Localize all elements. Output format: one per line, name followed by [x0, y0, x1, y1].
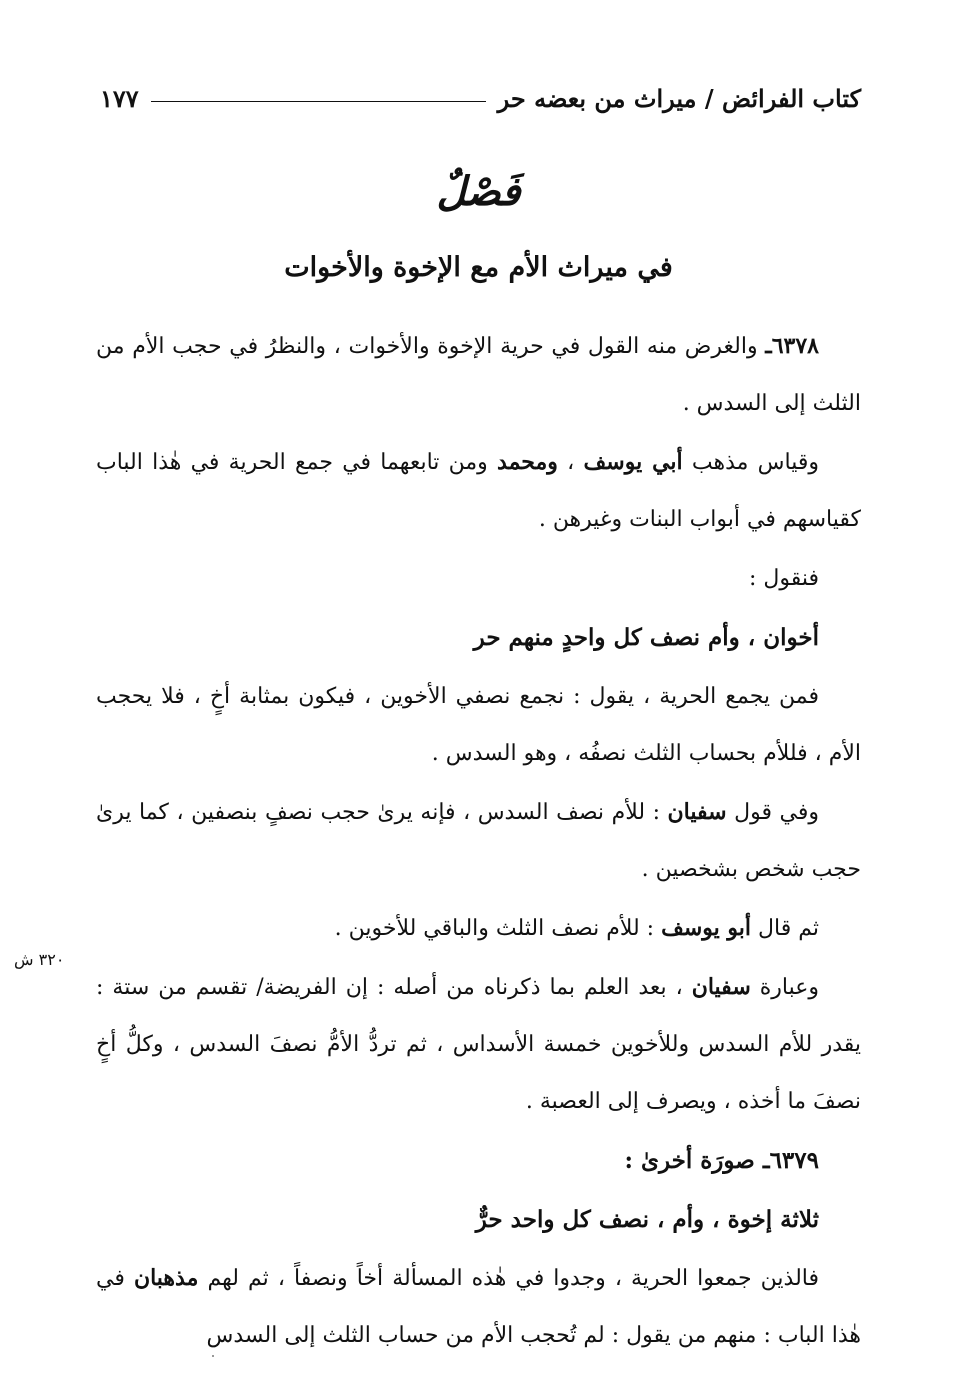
page-number: ١٧٧ — [100, 83, 139, 113]
paragraph-text: فنقول : — [748, 566, 819, 591]
margin-note: ٣٢٠ ش — [14, 950, 65, 969]
paragraph-text: فمن يجمع الحرية ، يقول : نجمع نصفي الأخوين ، فيكون بمثابة أخٍ ، فلا يحجب الأم ، فللأم بحساب الثلث نصفُه ، وهو السدس . — [96, 684, 861, 766]
paragraph-6378 — [96, 318, 861, 432]
paragraph-ibarat-sufyan — [96, 959, 861, 1130]
text-fragment: : للأم نصف الثلث والباقي للأخوين . — [334, 916, 655, 941]
case-statement: أخوان ، وأم نصف كل واحدٍ منهم حر — [473, 624, 819, 651]
case-statement-2: ثلاثة إخوة ، وأم ، نصف كل واحد حرٌّ — [475, 1206, 819, 1233]
text-fragment: ، — [567, 450, 575, 475]
chapter-ornament-heading: فَصْلٌ — [436, 168, 521, 215]
text-fragment: ومن تابعهما في جمع الحرية في هٰذا الباب كقياسهم في أبواب البنات وغيرهن . — [96, 450, 861, 532]
paragraph-fanaqul — [96, 550, 861, 607]
scholar-name: أبو يوسف — [661, 915, 752, 941]
text-fragment: ثم قال — [758, 916, 819, 941]
scholar-name: ومحمد — [497, 449, 558, 475]
issue-6379-heading: ٦٣٧٩ـ صورَة أخرىٰ : — [624, 1147, 819, 1174]
text-fragment: فالذين جمعوا الحرية ، وجدوا في هٰذه المسألة أخاً ونصفاً ، ثم لهم — [207, 1266, 820, 1291]
text-fragment: وعبارة — [759, 975, 819, 1000]
paragraph-alladhina — [96, 1250, 861, 1364]
paragraph-text: والغرض منه القول في حرية الإخوة والأخوات ، والنظرُ في حجب الأم من الثلث إلى السدس . — [96, 334, 861, 416]
text-fragment: : للأم نصف السدس ، فإنه يرىٰ حجب نصفٍ بنصفين ، كما يرىٰ حجب شخص بشخصين . — [96, 800, 861, 882]
bold-term: مذهبان — [133, 1265, 199, 1291]
scholar-name: أبي يوسف — [583, 449, 683, 475]
paragraph-qiyas — [96, 434, 861, 548]
scholar-name: سفيان — [691, 974, 751, 1000]
running-title: كتاب الفرائض / ميراث من بعضه حر — [497, 83, 861, 113]
section-title: في ميراث الأم مع الإخوة والأخوات — [284, 252, 673, 283]
text-fragment: في هٰذا الباب : منهم من يقول : لم تُحجب الأم من حساب الثلث إلى السدس — [96, 1266, 861, 1348]
text-fragment: ، بعد العلم بما ذكرناه من أصله : إن الفريضة/ تقسم من ستة : يقدر للأم السدس وللأخوين خمسة الأسداس ، ثم تردُّ الأمُّ نصفَ السدس ، وكلُّ أخٍ نصفَ ما أخذه ، ويصرف إلى العصبة . — [96, 975, 861, 1114]
paragraph-sufyan — [96, 784, 861, 898]
running-header — [100, 78, 861, 118]
issue-number: ٦٣٧٨ـ — [765, 333, 819, 359]
header-rule — [151, 101, 486, 102]
scan-speck — [212, 1355, 214, 1357]
text-fragment: وفي قول — [734, 800, 819, 825]
text-fragment: وقياس مذهب — [691, 450, 820, 475]
scholar-name: سفيان — [667, 799, 727, 825]
paragraph-jam-hurriya — [96, 668, 861, 782]
paragraph-abu-yusuf — [96, 900, 861, 957]
body-text — [96, 318, 861, 1366]
